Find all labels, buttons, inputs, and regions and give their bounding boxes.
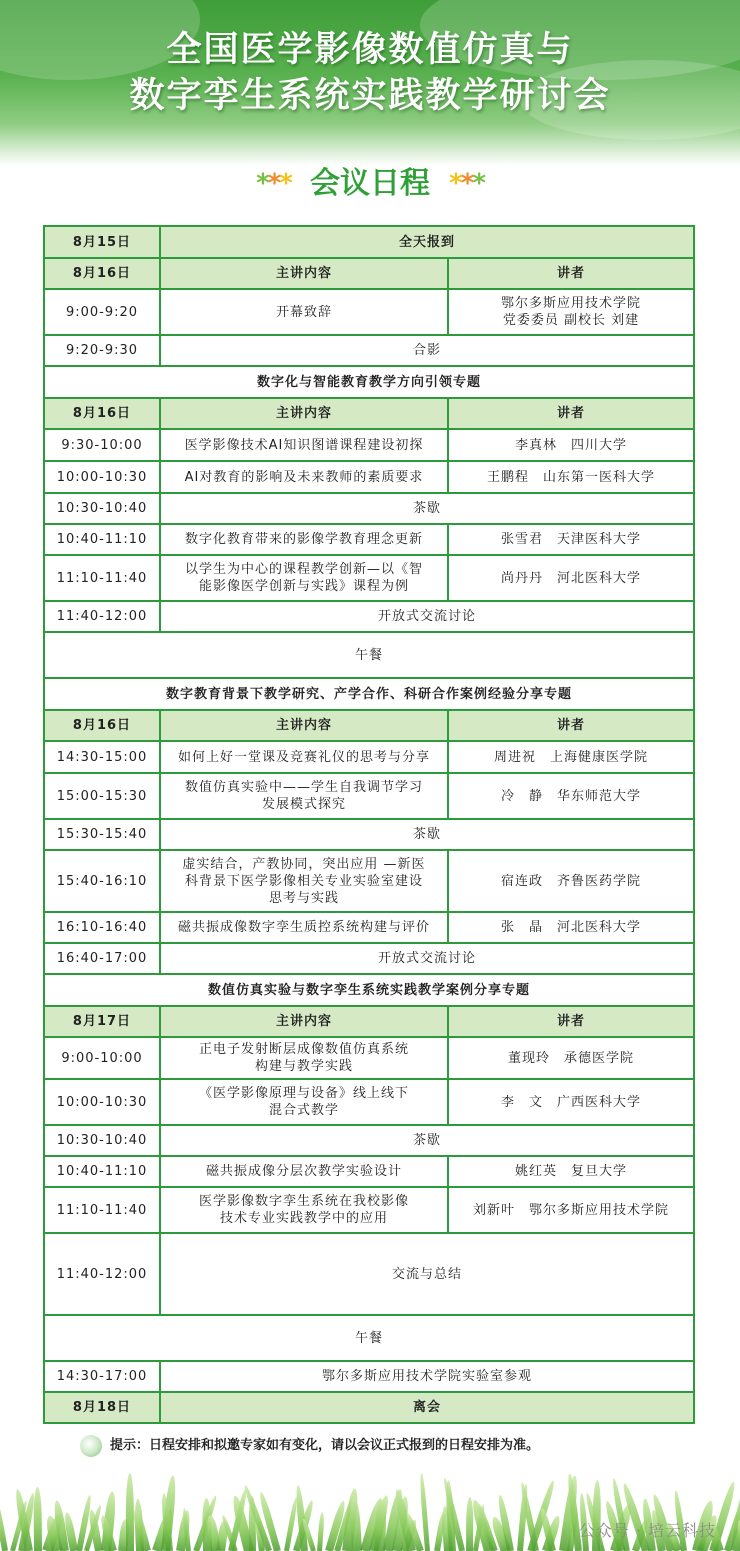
speaker-org: 齐鲁医药学院 [557, 873, 642, 889]
date-cell: 8月16日 [44, 710, 160, 741]
speaker-org: 复旦大学 [571, 1164, 628, 1179]
speaker-name: 姚红英 [514, 1164, 557, 1179]
content-cell: 磁共振成像分层次教学实验设计 [160, 1156, 448, 1187]
bulb-icon [80, 1435, 102, 1457]
content-line: 正电子发射断层成像数值仿真系统 [198, 1042, 409, 1057]
content-cell: 茶歇 [160, 819, 694, 850]
time-cell: 15:30-15:40 [44, 819, 160, 850]
schedule-row [44, 601, 694, 632]
speaker-cell [448, 524, 694, 555]
schedule-row [44, 1079, 694, 1125]
speaker-name: 宿连政 [500, 873, 543, 889]
tip-text: 提示：日程安排和拟邀专家如有变化，请以会议正式报到的日程安排为准。 [110, 1438, 540, 1453]
lunch-cell: 午餐 [44, 632, 694, 678]
time-cell: 10:40-11:10 [44, 524, 160, 555]
schedule-row [44, 289, 694, 335]
content-line: 科背景下医学影像相关专业实验室建设 [184, 873, 423, 889]
schedule-row [44, 461, 694, 493]
time-cell: 10:30-10:40 [44, 1125, 160, 1156]
content-cell [160, 555, 448, 601]
lunch-row [44, 1315, 694, 1361]
speaker-org: 华东师范大学 [557, 788, 642, 804]
speaker-cell [448, 429, 694, 461]
schedule-header-row [44, 710, 694, 741]
content-line: 思考与实践 [268, 890, 339, 906]
content-cell: 茶歇 [160, 493, 694, 524]
speaker-name: 周进祝 [493, 749, 536, 765]
schedule-row [44, 819, 694, 850]
content-line: 混合式教学 [268, 1103, 339, 1118]
content-cell: AI对教育的影响及未来教师的素质要求 [160, 461, 448, 493]
speaker-cell [448, 1079, 694, 1125]
speaker-name: 尚丹丹 [500, 570, 543, 586]
time-cell: 14:30-15:00 [44, 741, 160, 773]
content-cell: 开幕致辞 [160, 289, 448, 335]
content-line: 虚实结合，产教协同，突出应用 —新医 [182, 856, 426, 872]
speaker-org: 上海健康医学院 [550, 749, 649, 765]
grass-blade [0, 1497, 8, 1551]
time-cell: 9:00-10:00 [44, 1037, 160, 1079]
topic-title: 数值仿真实验与数字孪生系统实践教学案例分享专题 [44, 974, 694, 1006]
content-cell: 合影 [160, 335, 694, 366]
topic-title: 数字化与智能教育教学方向引领专题 [44, 366, 694, 398]
date-cell: 8月16日 [44, 398, 160, 429]
banner-title-line1: 全国医学影像数值仿真与 [166, 30, 574, 70]
time-cell: 10:00-10:30 [44, 461, 160, 493]
lunch-cell: 午餐 [44, 1315, 694, 1361]
grass-blade [126, 1473, 134, 1551]
content-cell: 开放式交流讨论 [160, 601, 694, 632]
schedule-row [44, 493, 694, 524]
content-line: 数值仿真实验中——学生自我调节学习 [184, 780, 423, 795]
content-cell: 医学影像技术AI知识图谱课程建设初探 [160, 429, 448, 461]
speaker-cell [448, 912, 694, 943]
topic-row [44, 366, 694, 398]
content-header-cell: 主讲内容 [160, 710, 448, 741]
content-cell: 离会 [160, 1392, 694, 1423]
stars-right-decoration: *** [449, 168, 484, 199]
speaker-header-cell: 讲者 [448, 398, 694, 429]
content-cell: 鄂尔多斯应用技术学院实验室参观 [160, 1361, 694, 1392]
speaker-cell [448, 1187, 694, 1233]
content-header-cell: 主讲内容 [160, 1006, 448, 1037]
header-banner [0, 0, 740, 165]
speaker-cell [448, 1037, 694, 1079]
content-cell [160, 1079, 448, 1125]
content-header-cell: 主讲内容 [160, 258, 448, 289]
date-cell: 8月16日 [44, 258, 160, 289]
content-cell [160, 850, 448, 912]
content-line: 技术专业实践教学中的应用 [219, 1211, 388, 1226]
date-cell: 8月17日 [44, 1006, 160, 1037]
schedule-row [44, 1187, 694, 1233]
speaker-name: 王鹏程 [486, 469, 529, 485]
schedule-row [44, 1361, 694, 1392]
grass-blade [349, 1498, 362, 1551]
lunch-row [44, 632, 694, 678]
speaker-org: 天津医科大学 [557, 532, 642, 547]
speaker-header-cell: 讲者 [448, 710, 694, 741]
agenda-heading [0, 163, 740, 203]
time-cell: 14:30-17:00 [44, 1361, 160, 1392]
speaker-org: 山东第一医科大学 [543, 469, 656, 485]
watermark: 公众号 · 培云科技 [578, 1521, 716, 1540]
content-cell: 茶歇 [160, 1125, 694, 1156]
speaker-cell [448, 555, 694, 601]
banner-title-line2: 数字孪生系统实践教学研讨会 [129, 76, 611, 116]
speaker-cell [448, 461, 694, 493]
speaker-org: 鄂尔多斯应用技术学院 [529, 1202, 670, 1218]
time-cell: 15:40-16:10 [44, 850, 160, 912]
content-line: 发展模式探究 [261, 797, 346, 812]
time-cell: 16:10-16:40 [44, 912, 160, 943]
topic-title: 数字教育背景下教学研究、产学合作、科研合作案例经验分享专题 [44, 678, 694, 710]
content-line: 《医学影像原理与设备》线上线下 [198, 1086, 409, 1101]
content-line: 医学影像数字孪生系统在我校影像 [198, 1194, 409, 1209]
time-cell: 11:10-11:40 [44, 1187, 160, 1233]
time-cell: 9:30-10:00 [44, 429, 160, 461]
agenda-title: 会议日程 [310, 165, 430, 201]
time-cell: 11:40-12:00 [44, 601, 160, 632]
speaker-cell [448, 773, 694, 819]
schedule-row [44, 429, 694, 461]
notice-tip [80, 1434, 720, 1458]
time-cell: 11:10-11:40 [44, 555, 160, 601]
speaker-org: 承德医学院 [564, 1050, 635, 1066]
speaker-name: 李真林 [514, 437, 557, 453]
schedule-row [44, 335, 694, 366]
speaker-name: 李 文 [500, 1094, 543, 1110]
grass-blade [33, 1487, 42, 1551]
schedule-row [44, 741, 694, 773]
speaker-name: 刘新叶 [472, 1202, 515, 1218]
time-cell: 15:00-15:30 [44, 773, 160, 819]
schedule-row [44, 773, 694, 819]
schedule-row-aug15 [44, 226, 694, 258]
schedule-header-row [44, 398, 694, 429]
schedule-row-aug18 [44, 1392, 694, 1423]
stars-left-decoration: *** [256, 168, 291, 199]
schedule-row [44, 1037, 694, 1079]
content-cell: 交流与总结 [160, 1233, 694, 1315]
schedule-header-row [44, 258, 694, 289]
grass-blade [317, 1512, 325, 1551]
content-line: 构建与教学实践 [254, 1059, 353, 1074]
speaker-line: 党委委员 副校长 刘建 [502, 313, 640, 328]
topic-row [44, 974, 694, 1006]
time-cell: 9:20-9:30 [44, 335, 160, 366]
speaker-name: 张 晶 [500, 920, 543, 935]
schedule-row [44, 1233, 694, 1315]
schedule-row [44, 943, 694, 974]
content-cell: 如何上好一堂课及竞赛礼仪的思考与分享 [160, 741, 448, 773]
speaker-cell [448, 289, 694, 335]
grass-blade [419, 1473, 430, 1551]
content-cell: 全天报到 [160, 226, 694, 258]
speaker-name: 董现玲 [507, 1050, 550, 1066]
speaker-line: 鄂尔多斯应用技术学院 [500, 296, 641, 311]
speaker-cell [448, 1156, 694, 1187]
topic-row [44, 678, 694, 710]
schedule-row [44, 1125, 694, 1156]
speaker-org: 河北医科大学 [557, 920, 642, 935]
schedule-table [43, 225, 695, 1424]
schedule-row [44, 1156, 694, 1187]
speaker-name: 冷 静 [500, 788, 543, 804]
speaker-org: 广西医科大学 [557, 1094, 642, 1110]
content-line: 以学生为中心的课程教学创新—以《智 [184, 562, 423, 577]
schedule-row [44, 555, 694, 601]
content-cell [160, 1037, 448, 1079]
date-cell: 8月18日 [44, 1392, 160, 1423]
speaker-header-cell: 讲者 [448, 258, 694, 289]
date-cell: 8月15日 [44, 226, 160, 258]
time-cell: 9:00-9:20 [44, 289, 160, 335]
speaker-header-cell: 讲者 [448, 1006, 694, 1037]
time-cell: 16:40-17:00 [44, 943, 160, 974]
time-cell: 10:40-11:10 [44, 1156, 160, 1187]
content-cell [160, 1187, 448, 1233]
speaker-org: 四川大学 [571, 437, 628, 453]
content-line: 能影像医学创新与实践》课程为例 [198, 579, 409, 594]
speaker-cell [448, 850, 694, 912]
time-cell: 10:00-10:30 [44, 1079, 160, 1125]
speaker-org: 河北医科大学 [557, 570, 642, 586]
time-cell: 10:30-10:40 [44, 493, 160, 524]
schedule-row [44, 524, 694, 555]
schedule-row [44, 850, 694, 912]
schedule-header-row [44, 1006, 694, 1037]
schedule-row [44, 912, 694, 943]
time-cell: 11:40-12:00 [44, 1233, 160, 1315]
content-cell [160, 773, 448, 819]
speaker-cell [448, 741, 694, 773]
content-header-cell: 主讲内容 [160, 398, 448, 429]
content-cell: 磁共振成像数字孪生质控系统构建与评价 [160, 912, 448, 943]
content-cell: 开放式交流讨论 [160, 943, 694, 974]
speaker-name: 张雪君 [500, 532, 543, 547]
content-cell: 数字化教育带来的影像学教育理念更新 [160, 524, 448, 555]
